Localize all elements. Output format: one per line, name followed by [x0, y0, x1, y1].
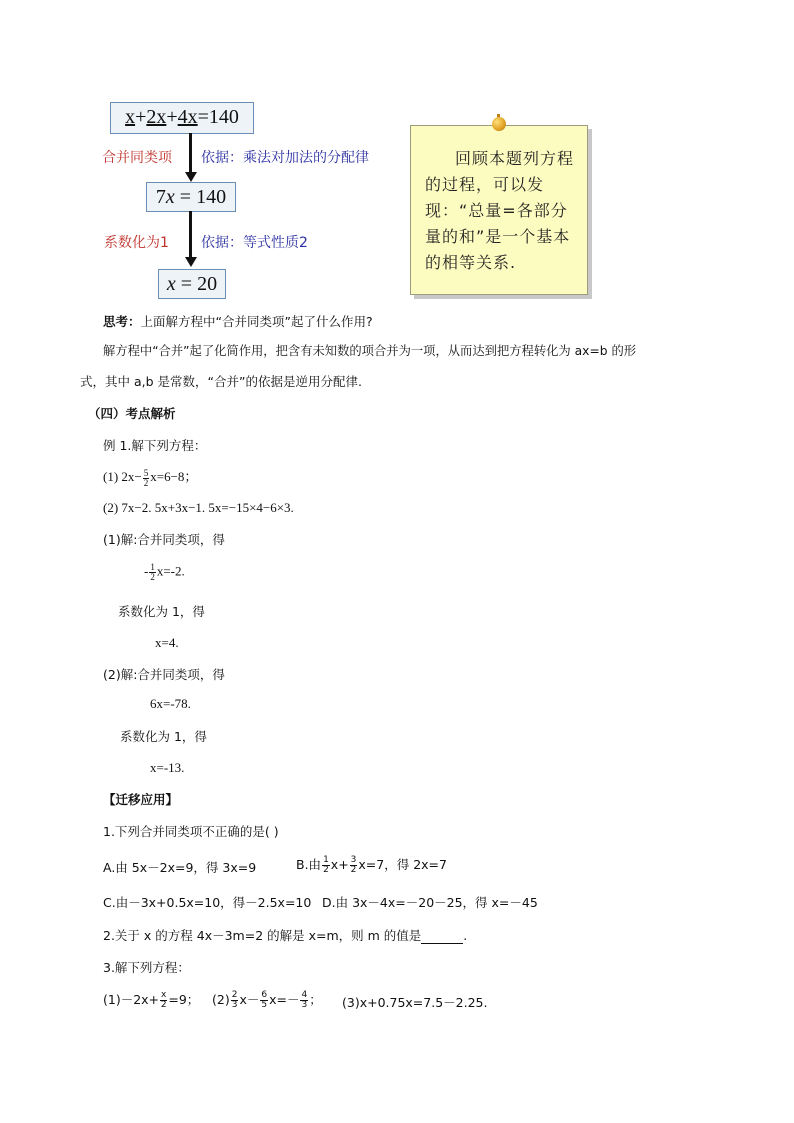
answer-blank[interactable] — [421, 931, 463, 944]
equation-3-1-prefix: (1)－2x+ — [103, 992, 160, 1007]
variable-x: x — [165, 186, 175, 208]
solution-1-result: x=4. — [155, 635, 179, 650]
solution-1-coef-step: 系数化为 1，得 — [118, 604, 205, 619]
think-answer-line2: 式，其中 a,b 是常数，“合并”的依据是逆用分配律. — [80, 374, 362, 389]
problem-1 — [103, 466, 197, 488]
step1-basis: 依据：乘法对加法的分配律 — [201, 150, 369, 166]
term-x: x — [125, 106, 136, 128]
equation-3-3: (3)x+0.75x=7.5－2.25. — [342, 995, 488, 1010]
fraction — [143, 469, 150, 488]
fraction — [322, 856, 330, 875]
plus-sign: + — [135, 106, 147, 128]
arrow-down-2 — [189, 211, 192, 258]
coefficient: 7 — [155, 186, 166, 208]
minus-sign: - — [144, 563, 149, 579]
review-note — [410, 125, 588, 295]
think-label: 思考： — [103, 314, 141, 329]
option-b-suffix: x=7，得 2x=7 — [358, 857, 447, 872]
fraction-numerator: 4 — [301, 990, 308, 1000]
plus-sign: + — [166, 106, 178, 128]
equation-rhs: =140 — [197, 106, 239, 128]
question-3: 3.解下列方程： — [103, 960, 190, 975]
think-answer-line1: 解方程中“合并”起了化简作用，把含有未知数的项合并为一项，从而达到把方程转化为 ax=b 的形 — [103, 344, 637, 358]
solution-1-equation-rest: x=-2. — [156, 563, 185, 579]
question-2-text: 2.关于 x 的方程 4x－3m=2 的解是 x=m，则 m 的值是 — [103, 928, 422, 943]
equation-3-1 — [103, 990, 199, 1010]
fraction-denominator: 5 — [261, 1000, 268, 1010]
fraction — [149, 563, 156, 582]
equation-3-1-suffix: =9； — [168, 992, 200, 1007]
option-b-mid: x+ — [330, 857, 349, 872]
fraction — [300, 991, 308, 1010]
equation-rhs: = 20 — [175, 273, 218, 295]
fraction — [260, 991, 268, 1010]
solution-1-head: (1)解:合并同类项，得 — [103, 532, 225, 547]
fraction-denominator: 2 — [323, 865, 329, 875]
problem-2: (2) 7x−2. 5x+3x−1. 5x=−15×4−6×3. — [103, 500, 294, 515]
equation-box-1 — [110, 102, 254, 134]
equation-3-2-suffix: ； — [309, 992, 322, 1007]
question-2-suffix: . — [463, 928, 468, 943]
solution-2-coef-step: 系数化为 1，得 — [120, 729, 207, 744]
equation-box-3 — [158, 269, 226, 299]
fraction — [231, 991, 239, 1010]
equation-3-2 — [212, 990, 322, 1010]
arrow-head-2 — [185, 257, 197, 267]
fraction-numerator: 6 — [261, 990, 268, 1000]
solution-2-equation: 6x=-78. — [150, 696, 191, 711]
question-2 — [103, 926, 467, 944]
step2-label: 系数化为1 — [104, 235, 169, 251]
term-4x: 4x — [177, 106, 198, 128]
equation-box-2 — [146, 182, 236, 212]
fraction-denominator: 3 — [231, 1000, 238, 1010]
fraction-denominator: 2 — [160, 1000, 167, 1010]
fraction-denominator: 2 — [350, 865, 357, 875]
solution-1-equation — [144, 563, 185, 582]
equation-rhs: = 140 — [174, 186, 227, 208]
step2-basis: 依据：等式性质2 — [201, 235, 308, 251]
question-1: 1.下列合并同类项不正确的是( ) — [103, 824, 279, 839]
option-c: C.由－3x+0.5x=10，得－2.5x=10 — [103, 895, 312, 910]
variable-x: x — [166, 273, 176, 295]
solution-2-result: x=-13. — [150, 760, 185, 775]
option-d: D.由 3x－4x=－20－25，得 x=－45 — [322, 895, 538, 910]
fraction-numerator: 2 — [231, 990, 238, 1000]
term-2x: 2x — [146, 106, 167, 128]
step1-label: 合并同类项 — [102, 150, 172, 166]
fraction — [350, 856, 358, 875]
fraction-denominator: 2 — [150, 572, 155, 582]
problem-1-suffix: x=6−8； — [150, 469, 198, 484]
equation-3-2-mid2: x=－ — [269, 992, 300, 1007]
fraction-numerator: x — [161, 990, 167, 1000]
option-b-prefix: B.由 — [296, 857, 322, 872]
example-title: 例 1.解下列方程： — [103, 438, 207, 453]
transfer-title: 【迁移应用】 — [103, 792, 179, 807]
solution-2-head: (2)解:合并同类项，得 — [103, 667, 225, 682]
note-text: 回顾本题列方程的过程，可以发现：“总量=各部分量的和”是一个基本的相等关系. — [425, 149, 575, 272]
arrow-head-1 — [185, 172, 197, 182]
arrow-down-1 — [189, 133, 192, 173]
fraction-denominator: 3 — [301, 1000, 308, 1010]
pushpin-icon — [492, 117, 506, 131]
think-question: 上面解方程中“合并同类项”起了什么作用? — [140, 314, 373, 329]
fraction-numerator: 1 — [323, 855, 329, 865]
think-line — [103, 312, 373, 330]
option-b — [296, 855, 447, 875]
fraction-numerator: 3 — [350, 855, 357, 865]
fraction — [160, 991, 167, 1010]
section-title: （四）考点解析 — [88, 406, 176, 421]
fraction-numerator: 1 — [150, 562, 155, 572]
option-a: A.由 5x－2x=9，得 3x=9 — [103, 860, 257, 875]
problem-1-prefix: (1) 2x− — [103, 469, 142, 484]
equation-3-2-mid: x－ — [239, 992, 260, 1007]
fraction-denominator: 2 — [143, 477, 149, 488]
equation-3-2-prefix: (2) — [212, 992, 230, 1007]
fraction-numerator: 5 — [143, 467, 149, 478]
